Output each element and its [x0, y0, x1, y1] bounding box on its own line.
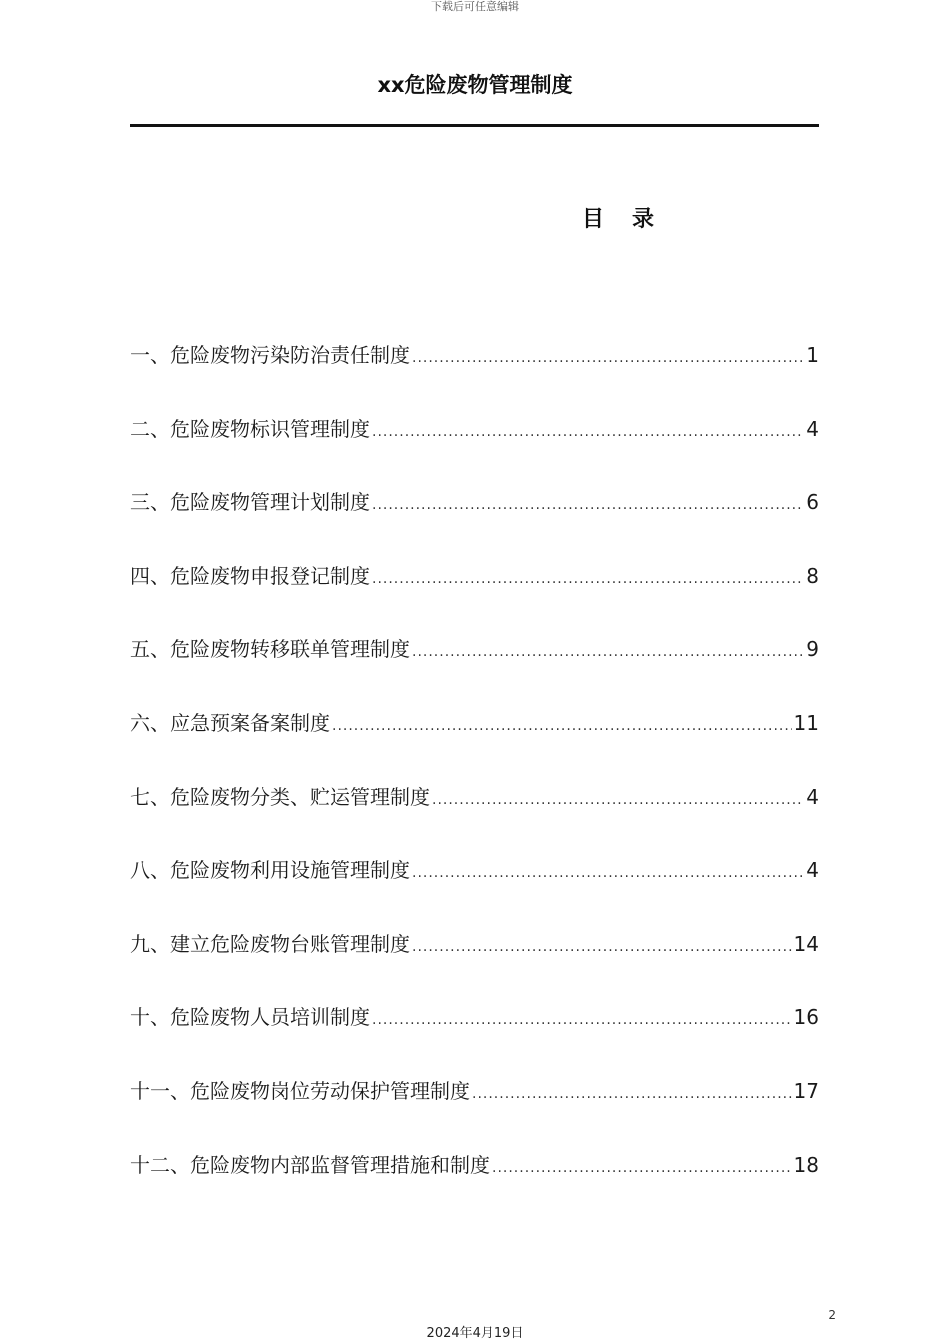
toc-entry-label: 九、建立危险废物台账管理制度 [130, 931, 410, 956]
toc-entry-page: 4 [806, 784, 819, 809]
toc-entry-label: 十二、危险废物内部监督管理措施和制度 [130, 1152, 490, 1177]
toc-entry-label: 五、危险废物转移联单管理制度 [130, 637, 410, 662]
toc-entry-page: 9 [806, 637, 819, 662]
toc-dot-leader [432, 783, 804, 817]
toc-dot-leader [492, 1151, 792, 1185]
toc-entry-label: 二、危险废物标识管理制度 [130, 416, 370, 441]
toc-entry[interactable] [130, 632, 819, 706]
toc-entry-page: 8 [806, 563, 819, 588]
toc-dot-leader [472, 1077, 792, 1111]
toc-dot-leader [372, 562, 804, 596]
toc-entry-page: 11 [793, 710, 819, 735]
toc-entry-label: 七、危险废物分类、贮运管理制度 [130, 784, 430, 809]
toc-entry[interactable] [130, 780, 819, 854]
header-note: 下载后可任意编辑 [431, 0, 519, 13]
toc-entry[interactable] [130, 706, 819, 780]
toc-entry-page: 17 [793, 1078, 819, 1103]
title-rule [130, 124, 819, 127]
toc-entry[interactable] [130, 927, 819, 1001]
toc-dot-leader [332, 709, 792, 743]
toc-dot-leader [412, 856, 804, 890]
toc-heading: 目录 [582, 207, 683, 232]
toc-entry-page: 14 [793, 931, 819, 956]
toc-entry-label: 三、危险废物管理计划制度 [130, 490, 370, 515]
toc-entry-page: 6 [806, 490, 819, 515]
toc-dot-leader [412, 341, 804, 375]
toc-entry-label: 十一、危险废物岗位劳动保护管理制度 [130, 1078, 470, 1103]
toc-dot-leader [372, 415, 804, 449]
toc-entry[interactable] [130, 1148, 819, 1222]
toc-entry[interactable] [130, 853, 819, 927]
toc-entry-label: 八、危险废物利用设施管理制度 [130, 858, 410, 883]
toc-entry-label: 一、危险废物污染防治责任制度 [130, 343, 410, 367]
table-of-contents [130, 338, 819, 1221]
toc-entry[interactable] [130, 485, 819, 559]
toc-entry[interactable] [130, 559, 819, 633]
toc-entry[interactable] [130, 338, 819, 412]
toc-entry-label: 六、应急预案备案制度 [130, 710, 330, 735]
toc-entry-page: 18 [793, 1152, 819, 1177]
toc-entry[interactable] [130, 1074, 819, 1148]
document-title: xx危险废物管理制度 [377, 73, 573, 97]
toc-dot-leader [372, 1003, 792, 1037]
toc-entry-page: 16 [793, 1005, 819, 1030]
toc-entry[interactable] [130, 1000, 819, 1074]
toc-entry-label: 四、危险废物申报登记制度 [130, 563, 370, 588]
toc-entry[interactable] [130, 412, 819, 486]
footer-date: 2024年4月19日 [426, 1326, 524, 1341]
toc-entry-page: 4 [806, 858, 819, 883]
toc-dot-leader [412, 635, 804, 669]
toc-dot-leader [372, 488, 804, 522]
page-number: 2 [828, 1308, 836, 1322]
toc-entry-label: 十、危险废物人员培训制度 [130, 1005, 370, 1030]
toc-entry-page: 1 [806, 343, 819, 367]
toc-entry-page: 4 [806, 416, 819, 441]
toc-dot-leader [412, 930, 792, 964]
